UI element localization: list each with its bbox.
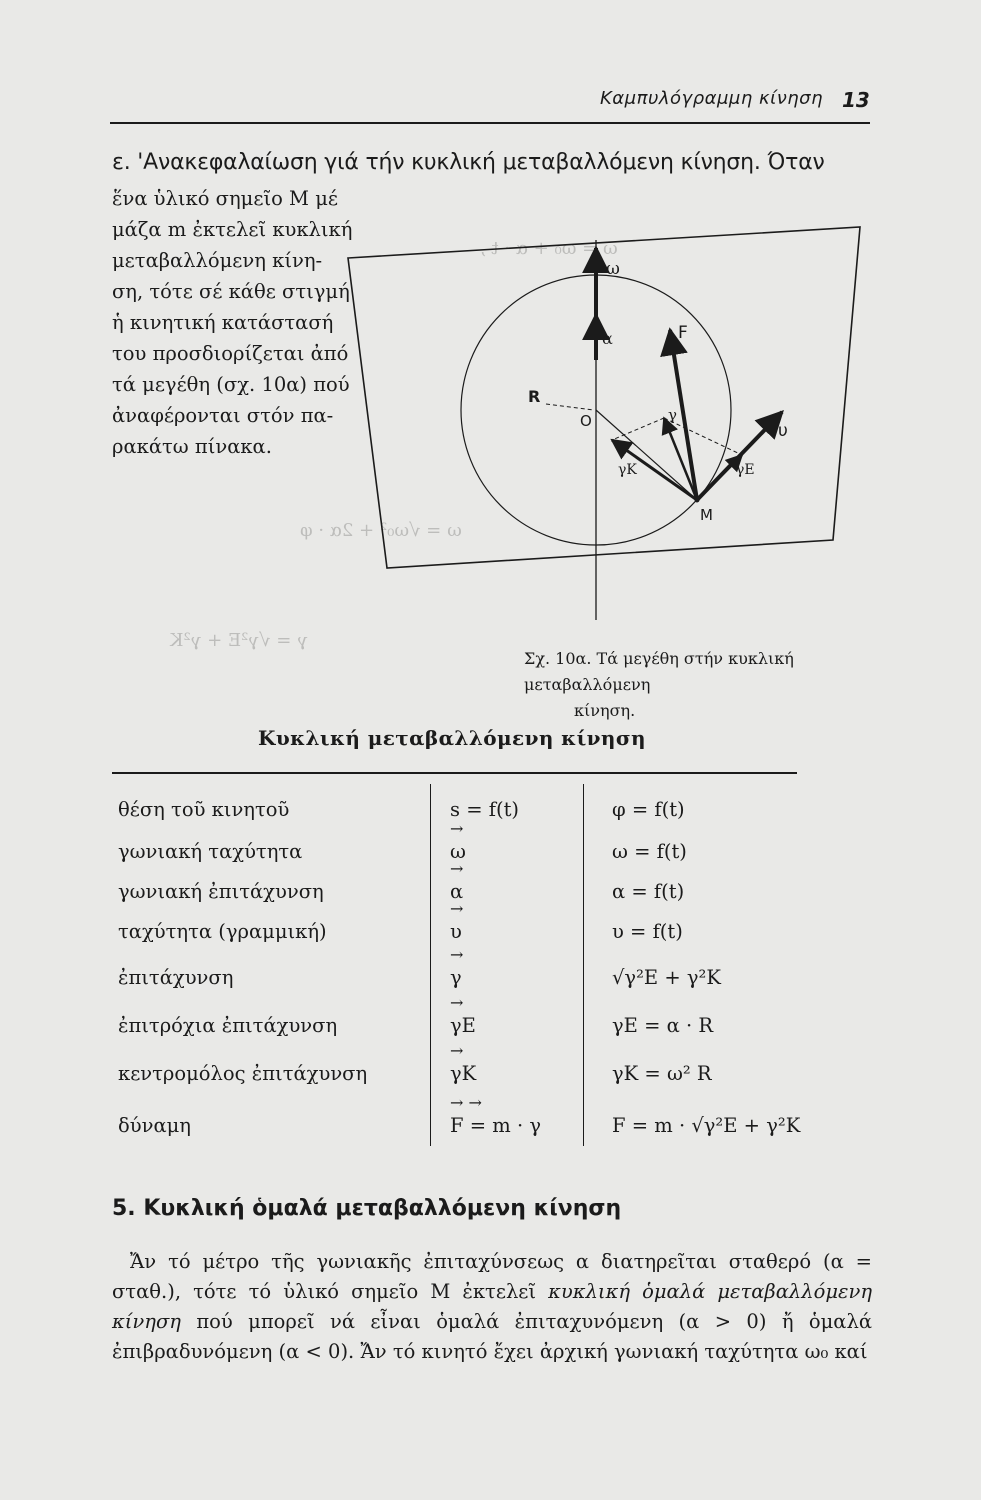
show-through-text: γ = √γ²E + γ²K <box>170 630 308 651</box>
point-m <box>695 498 700 503</box>
paragraph-text: πού μπορεῖ νά εἶναι ὁμαλά ἐπιταχυνόμενη (α > 0) ἤ ὁμαλά ἐπιβραδυνόμενη (α < 0). Ἄν τό κινητό ἔχει ἀρχική γωνιακή ταχύτητα ω₀ καί <box>112 1310 872 1363</box>
quantity-symbol: γE <box>450 1014 476 1037</box>
quantity-symbol: γK <box>450 1062 477 1085</box>
quantity-formula: φ = f(t) <box>612 798 685 821</box>
vector-arrow: → <box>450 945 464 964</box>
section-e-heading: ε. 'Ανακεφαλαίωση γιά τήν κυκλική μεταβαλλόμενη κίνηση. Όταν <box>112 150 825 175</box>
intro-line: ἀναφέρονται στόν πα- <box>112 404 334 427</box>
table-row <box>112 1041 872 1092</box>
quantity-symbol: ω <box>450 840 466 863</box>
quantity-name: θέση τοῦ κινητοῦ <box>118 798 290 821</box>
quantity-formula: γK = ω² R <box>612 1062 712 1085</box>
intro-line: ρακάτω πίνακα. <box>112 435 272 458</box>
quantity-formula: √γ²E + γ²K <box>612 966 721 989</box>
quantity-formula: γE = α · R <box>612 1014 714 1037</box>
quantity-formula: α = f(t) <box>612 880 685 903</box>
quantity-formula: ω = f(t) <box>612 840 687 863</box>
table-row <box>112 859 872 910</box>
quantity-symbol: s = f(t) <box>450 798 520 821</box>
intro-line: τά μεγέθη (σχ. 10α) πού <box>112 373 350 396</box>
quantity-name: ἐπιτάχυνση <box>118 966 234 989</box>
label-alpha: α <box>602 329 613 348</box>
quantity-symbol: F = m · γ <box>450 1114 542 1137</box>
label-R: R <box>528 387 541 406</box>
label-M: M <box>700 506 713 524</box>
paragraph-italic-term: κυκλική ὁμαλά μεταβαλλόμενη κίνηση <box>112 1280 872 1333</box>
radius-line <box>596 410 697 500</box>
table-top-rule <box>112 772 797 774</box>
label-O: O <box>580 412 592 430</box>
intro-line: του προσδιορίζεται ἀπό <box>112 342 349 365</box>
quantity-symbol: γ <box>450 966 462 989</box>
table-row <box>112 819 872 870</box>
label-F: F <box>678 323 688 343</box>
quantity-name: γωνιακή ἐπιτάχυνση <box>118 880 324 903</box>
motion-plane <box>348 227 860 568</box>
table-row <box>112 993 872 1044</box>
quantity-formula: υ = f(t) <box>612 920 683 943</box>
label-gamma-e: γE <box>736 462 755 478</box>
table-row <box>112 1093 872 1144</box>
show-through-text: ω = √ω₀² + 2α · φ <box>300 520 462 541</box>
intro-line: ἕνα ὑλικό σημεῖο Μ μέ <box>112 187 338 210</box>
radius-dashed <box>546 404 594 410</box>
quantity-name: γωνιακή ταχύτητα <box>118 840 303 863</box>
vector-arrow: → <box>450 1041 464 1060</box>
intro-line: μεταβαλλόμενη κίνη- <box>112 249 323 272</box>
vector-arrow: → <box>450 899 464 918</box>
quantity-name: δύναμη <box>118 1114 191 1137</box>
label-gamma: γ <box>668 406 677 424</box>
caption-line-1: Σχ. 10α. Τά μεγέθη στήν κυκλική μεταβαλλόμενη <box>524 649 794 694</box>
intro-line: μάζα m ἐκτελεῖ κυκλική <box>112 218 353 241</box>
vector-arrow: → <box>450 819 464 838</box>
page-number: 13 <box>842 88 870 112</box>
quantity-name: ἐπιτρόχια ἐπιτάχυνση <box>118 1014 338 1037</box>
show-through-text: ω = ω₀ + α · t , <box>480 238 618 259</box>
vector-arrow: → <box>450 993 464 1012</box>
quantity-name: ταχύτητα (γραμμική) <box>118 920 327 943</box>
table-row <box>112 899 872 950</box>
table-row <box>112 945 872 996</box>
table-title: Κυκλική μεταβαλλόμενη κίνηση <box>258 726 646 750</box>
vector-arrow: → → <box>450 1093 482 1112</box>
caption-line-2: κίνηση. <box>574 701 636 720</box>
section-5-paragraph <box>112 1247 872 1367</box>
intro-line: ση, τότε σέ κάθε στιγμή <box>112 280 350 303</box>
section-5-heading: 5. Κυκλική ὁμαλά μεταβαλλόμενη κίνηση <box>112 1196 622 1221</box>
intro-line: ἡ κινητική κατάστασή <box>112 311 334 334</box>
label-v: υ <box>778 421 788 441</box>
construction-dashed <box>612 418 664 440</box>
quantity-symbol: υ <box>450 920 462 943</box>
vector-arrow: → <box>450 859 464 878</box>
figure-caption <box>524 646 864 724</box>
quantity-formula: F = m · √γ²E + γ²K <box>612 1114 801 1137</box>
quantity-name: κεντρομόλος ἐπιτάχυνση <box>118 1062 368 1085</box>
paragraph-text: Ἄν τό μέτρο τῆς γωνιακῆς ἐπιταχύνσεως α διατηρεῖται σταθερό (α = σταθ.), τότε τό ὑλικό σημεῖο Μ ἐκτελεῖ <box>112 1250 872 1303</box>
label-gamma-k: γK <box>618 462 637 478</box>
quantity-symbol: α <box>450 880 464 903</box>
table-row <box>112 790 872 828</box>
label-omega: ω <box>606 259 620 279</box>
running-header: Καμπυλόγραμμη κίνηση <box>600 88 823 109</box>
